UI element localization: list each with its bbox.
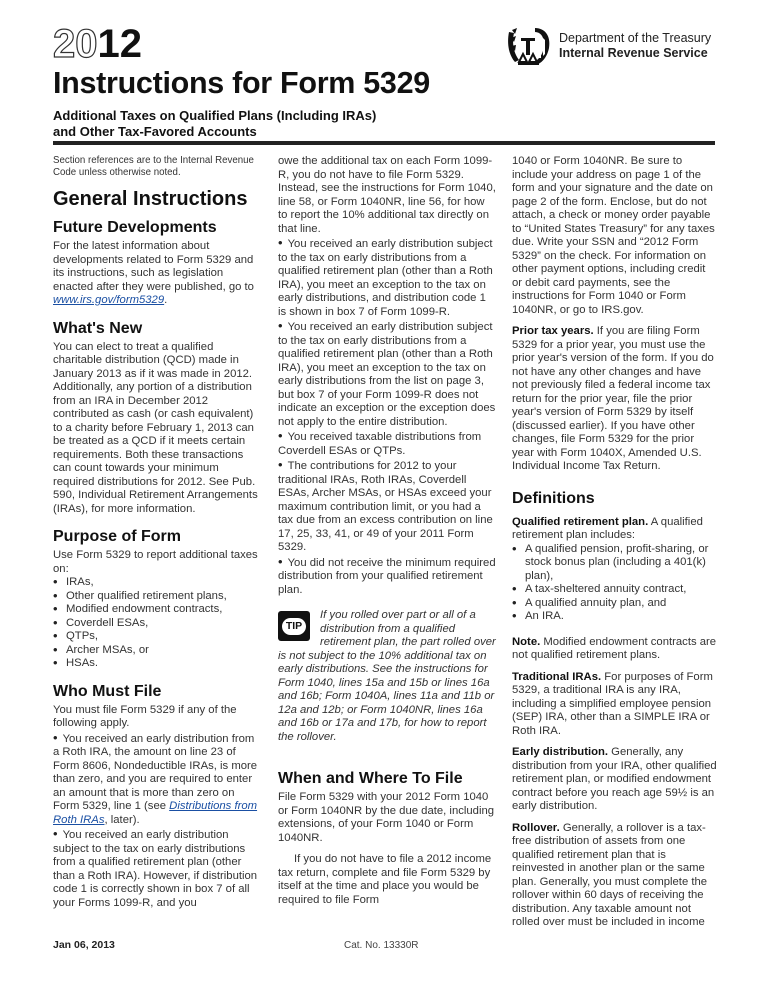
bullet-icon: • [278,318,283,333]
year-outline-digits: 20 [53,22,98,66]
heading-whats-new: What's New [53,319,143,337]
distributions-from-roth-link[interactable]: Distributions from Roth IRAs [53,800,258,826]
irs-eagle-logo-icon [505,24,555,68]
list-item: • A qualified pension, profit-sharing, or stock bonus plan (including a 401(k) plan), [512,543,717,584]
who-bullet: • You received an early distribution subject to the tax on early distributions from a qualified retirement plan (other than a Roth IRA), you meet an exception to the tax on early distributions from the list on page 3, but box 7 of your Form 1099-R does not indicate an exception or the exception does not apply to the entire distribution. [278,318,496,428]
heading-future-developments: Future Developments [53,219,217,236]
bullet-icon: • [278,553,283,569]
list-item: • A tax-sheltered annuity contract, [512,583,717,597]
list-item: • HSAs. [53,657,263,671]
when-where-continued: 1040 or Form 1040NR. Be sure to include your address on page 1 of the form and your signature and the date on page 2 of the form. Enclose, but do not attach, a check or money order payable to “United States Treasury” for any taxes due. Write your SSN and “2012 Form 5329” on the check. For information on other payment options, including credit or debit card payments, see the instructions for Form 1040 or Form 1040NR, or go to IRS.gov. [512,155,715,316]
list-item: • QTPs, [53,630,263,644]
form-year [53,24,142,64]
agency-line-treasury: Department of the Treasury [559,31,712,45]
agency-name [559,31,711,61]
list-item: • Other qualified retirement plans, [53,590,263,604]
irs-agency-block [505,24,711,68]
whats-new-text: You can elect to treat a qualified charitable distribution (QCD) made in January 2013 as if it was made in 2012. Additionally, any portion of a distribution from an IRA in December 2012 contributed as cash (or cash equivalent) to a charity before February 1, 2013 can be treated as a QCD if it meets certain requirements. Both these transactions can count towards your minimum required distributions for 2012. See Pub. 590, Individual Retirement Arrangements (IRAs), for more information. [53,340,258,515]
list-item: • Modified endowment contracts, [53,603,263,617]
heading-who-must-file: Who Must File [53,682,162,700]
column-2 [278,155,496,907]
bullet-icon: • [53,826,58,841]
heading-definitions: Definitions [512,489,595,507]
purpose-intro: Use Form 5329 to report additional taxes on: [53,549,258,575]
future-developments-text: For the latest information about developments related to Form 5329 and its instructions, such as legislation enacted after they were published, go to www.irs.gov/form5329. [53,240,254,306]
who-bullet: • You received an early distribution subject to the tax on early distributions from a qualified retirement plan (other than a Roth IRA), you meet an exception to the tax on early distributions, and distribution code 1 is shown in box 7 of Form 1099-R. [278,235,493,318]
who-bullet: • You received taxable distributions from Coverdell ESAs or QTPs. [278,428,482,457]
section-reference-note: Section references are to the Internal Revenue Code unless otherwise noted. [53,155,254,178]
list-item: • Coverdell ESAs, [53,617,263,631]
page-title: Instructions for Form 5329 [53,66,430,100]
tip-text: If you rolled over part or all of a distribution from a qualified retirement plan, the part rolled over is not subject to the 10% additional tax on early distributions. See the instructions for Form 1040, lines 15a and 15b or lines 16a and 16b; Form 1040A, lines 11a and 11b or 12a and 12b; or Form 1040NR, lines 16a and 16b or 17a and 17b, for how to report the rollover. [278,609,496,743]
who-must-file-intro: You must file Form 5329 if any of the following apply. [53,703,237,729]
bullet-icon: • [53,729,58,745]
when-where-text-1: File Form 5329 with your 2012 Form 1040 or Form 1040NR by the due date, including extensions, of your Form 1040 or Form 1040NR. [278,791,495,844]
note-endowment: Note. Modified endowment contracts are not qualified retirement plans. [512,635,717,661]
who-bullet: • The contributions for 2012 to your traditional IRAs, Roth IRAs, Coverdell ESAs, Archer MSAs, or HSAs exceed your maximum contribution limit, or you had a tax due from an excess contribution on line 17, 25, 33, 41, or 49 of your 2011 Form 5329. [278,457,493,553]
who-bullet-roth: • You received an early distribution from a Roth IRA, the amount on line 23 of Form 8606, Nondeductible IRAs, is more than zero, and you are required to enter an amount that is more than zero on Form 5329, line 1 (see Distributions from Roth IRAs, later). [53,729,258,826]
list-item: • A qualified annuity plan, and [512,597,717,611]
def-qualified-retirement-plan: Qualified retirement plan. A qualified retirement plan includes: [512,515,703,541]
column-1 [53,155,263,910]
def-traditional-iras: Traditional IRAs. For purposes of Form 5329, a traditional IRA is any IRA, including a simplified employee pension (SEP) IRA, other than a SIMPLE IRA or Roth IRA. [512,670,713,737]
def-early-distribution: Early distribution. Generally, any distribution from your IRA, other qualified retirement plan, or modified endowment contract before you reach age 59½ is an early distribution. [512,746,717,812]
list-item: • IRAs, [53,576,263,590]
catalog-number: Cat. No. 13330R [344,940,419,951]
bullet-icon: • [278,428,283,443]
tip-icon: TIP [278,611,310,641]
subtitle-line-2: and Other Tax-Favored Accounts [53,124,257,139]
list-item: • Archer MSAs, or [53,644,263,658]
form5329-link[interactable]: www.irs.gov/form5329 [53,294,165,306]
header-divider [53,141,715,145]
heading-purpose-of-form: Purpose of Form [53,528,182,545]
heading-when-and-where: When and Where To File [278,770,463,787]
who-must-file-continued: owe the additional tax on each Form 1099-R, you do not have to file Form 5329. Instead, see the instructions for Form 1040, line 58, or Form 1040NR, line 56, for how to report the 10% additional tax directly on that line. [278,155,496,235]
subtitle-line-1: Additional Taxes on Qualified Plans (Including IRAs) [53,108,377,123]
when-where-text-2: If you do not have to file a 2012 income tax return, complete and file Form 5329 by itself at the time and place you would be required to file Form [278,853,492,906]
agency-line-irs: Internal Revenue Service [559,46,708,60]
tip-box [278,609,496,744]
who-bullet-early: • You received an early distribution subject to the tax on early distributions from a qualified retirement plan (other than a Roth IRA). However, if distribution code 1 is correctly shown in box 7 of all your Forms 1099-R, and you [53,826,258,909]
bullet-icon: • [278,235,283,250]
column-3 [512,155,717,930]
revision-date: Jan 06, 2013 [53,939,115,951]
who-bullet: • You did not receive the minimum required distribution from your qualified retirement plan. [278,553,496,596]
list-item: • An IRA. [512,610,717,624]
year-solid-digits: 12 [97,22,142,66]
page-subtitle [53,108,376,140]
purpose-list [53,576,263,671]
heading-general-instructions: General Instructions [53,188,248,210]
def-rollover: Rollover. Generally, a rollover is a tax-free distribution of assets from one qualified retirement plan that is reinvested in another plan or the same plan. Generally, you must complete the rollover within 60 days of receiving the distribution. Any taxable amount not rolled over must be included in income [512,821,708,928]
prior-tax-years: Prior tax years. If you are filing Form 5329 for a prior year, you must use the prior year's version of the form. If you do not have any other changes and have not previously filed a federal income tax return for the prior year, file the prior year's version of Form 5329 by itself (discussed earlier). If you have other changes, file Form 5329 for the prior year with Form 1040X, Amended U.S. Individual Income Tax Return. [512,325,714,472]
qualified-plan-list [512,543,717,624]
bullet-icon: • [278,457,283,472]
